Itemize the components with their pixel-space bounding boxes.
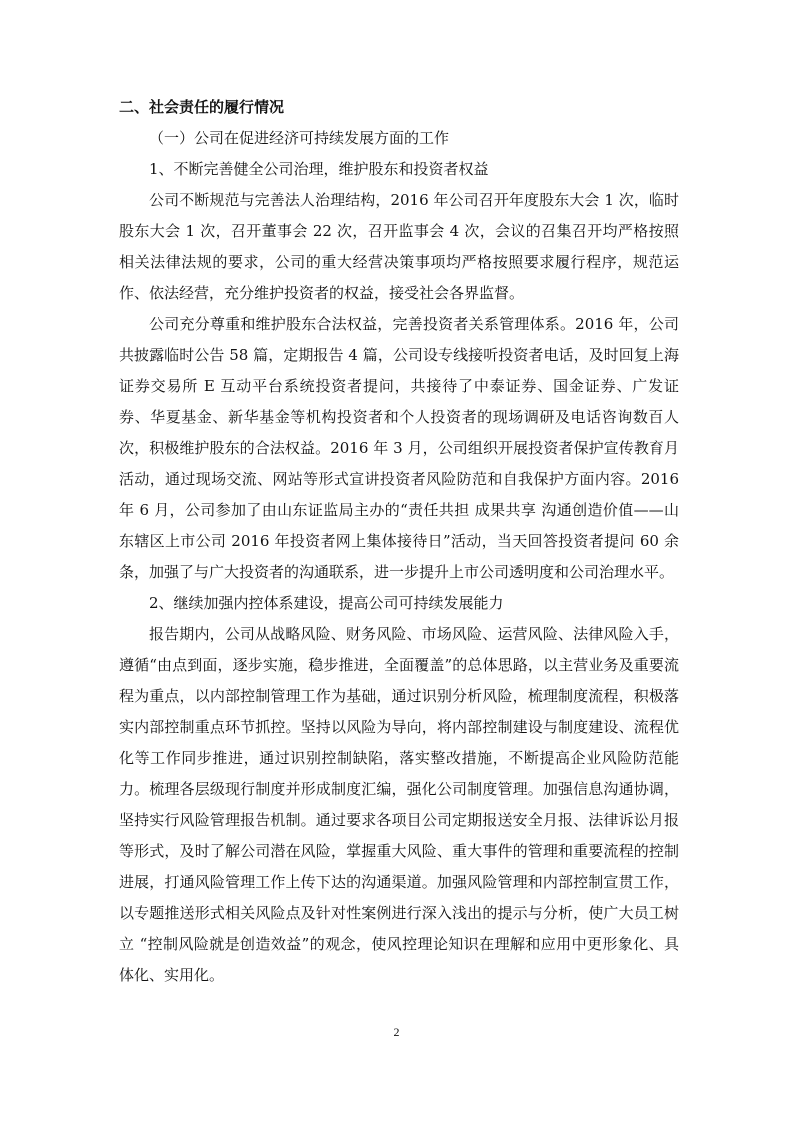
item-2-paragraph-internal-control: 报告期内，公司从战略风险、财务风险、市场风险、运营风险、法律风险入手，遵循“由点到面，逐步实施，稳步推进，全面覆盖”的总体思路，以主营业务及重要流程为重点，以内部控制管理工作为基础，通过识别分析风险，梳理制度流程，积极落实内部控制重点环节抓控。坚持以风险为导向，将内部控制建设与制度建设、流程优化等工作同步推进，通过识别控制缺陷，落实整改措施，不断提高企业风险防范能力。梳理各层级现行制度并形成制度汇编，强化公司制度管理。加强信息沟通协调，坚持实行风险管理报告机制。通过要求各项目公司定期报送安全月报、法律诉讼月报等形式，及时了解公司潜在风险，掌握重大风险、重大事件的管理和重要流程的控制进展，打通风险管理工作上传下达的沟通渠道。加强风险管理和内部控制宣贯工作，以专题推送形式相关风险点及针对性案例进行深入浅出的提示与分析，使广大员工树立 “控制风险就是创造效益”的观念，使风控理论知识在理解和应用中更形象化、具体化、实用化。 <box>119 625 679 984</box>
item-1-paragraph-governance: 公司不断规范与完善法人治理结构，2016 年公司召开年度股东大会 1 次，临时股东大会 1 次，召开董事会 22 次，召开监事会 4 次，会议的召集召开均严格按照相关法律法规的要求，公司的重大经营决策事项均严格按照要求履行程序，规范运作、依法经营，充分维护投资者的权益，接受社会各界监督。 <box>119 191 679 302</box>
item-1-paragraph-investor-relations: 公司充分尊重和维护股东合法权益，完善投资者关系管理体系。2016 年，公司共披露临时公告 58 篇，定期报告 4 篇，公司设专线接听投资者电话，及时回复上海证券交易所 E 互动平台系统投资者提问，共接待了中泰证券、国金证券、广发证券、华夏基金、新华基金等机构投资者和个人投资者的现场调研及电话咨询数百人次，积极维护股东的合法权益。2016 年 3 月，公司组织开展投资者保护宣传教育月活动，通过现场交流、网站等形式宣讲投资者风险防范和自我保护方面内容。2016 年 6 月，公司参加了由山东证监局主办的“责任共担 成果共享 沟通创造价值——山东辖区上市公司 2016 年投资者网上集体接待日”活动，当天回答投资者提问 60 余条，加强了与广大投资者的沟通联系，进一步提升上市公司透明度和公司治理水平。 <box>119 315 679 581</box>
section-heading: 二、社会责任的履行情况 <box>119 98 285 116</box>
item-1-heading: 1、不断完善健全公司治理，维护股东和投资者权益 <box>149 160 489 178</box>
subsection-heading: （一）公司在促进经济可持续发展方面的工作 <box>149 129 450 147</box>
document-page <box>119 92 679 991</box>
page-number: 2 <box>393 1025 400 1039</box>
item-2-heading: 2、继续加强内控体系建设，提高公司可持续发展能力 <box>149 594 504 612</box>
